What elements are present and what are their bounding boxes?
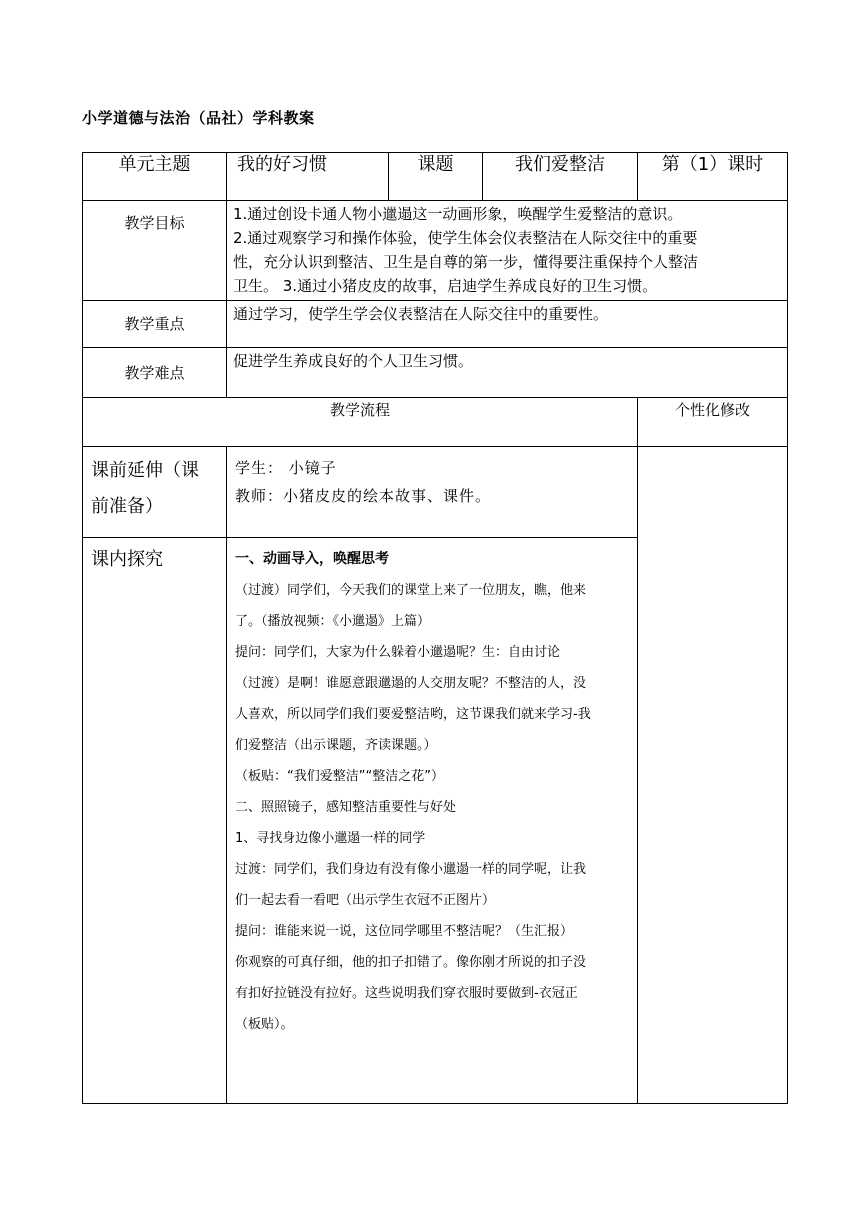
pre-class-label bbox=[83, 447, 227, 538]
in-class-line: 提问：同学们，大家为什么躲着小邋遢呢？生：自由讨论 bbox=[235, 645, 561, 660]
goals-label: 教学目标 bbox=[83, 201, 227, 301]
in-class-line: （过渡）同学们，今天我们的课堂上来了一位朋友，瞧，他来 bbox=[235, 583, 587, 598]
flow-header-row bbox=[83, 398, 788, 447]
difficulty-text: 促进学生养成良好的个人卫生习惯。 bbox=[227, 348, 788, 398]
in-class-line: 有扣好拉链没有拉好。这些说明我们穿衣服时要做到-衣冠正 bbox=[235, 986, 578, 1001]
in-class-line: 二、照照镜子，感知整洁重要性与好处 bbox=[235, 800, 457, 815]
period-label: 第（1）课时 bbox=[638, 153, 788, 201]
difficulty-row bbox=[83, 348, 788, 398]
document-title: 小学道德与法治（品社）学科教案 bbox=[82, 109, 315, 127]
in-class-text bbox=[227, 538, 638, 1104]
pre-class-row bbox=[83, 447, 788, 538]
key-text: 通过学习，使学生学会仪表整洁在人际交往中的重要性。 bbox=[227, 301, 788, 348]
pre-class-student: 学生： 小镜子 bbox=[235, 459, 337, 477]
in-class-line: （板贴）。 bbox=[235, 1017, 294, 1032]
topic-value: 我们爱整洁 bbox=[483, 153, 638, 201]
difficulty-label: 教学难点 bbox=[83, 348, 227, 398]
goals-line: 1.通过创设卡通人物小邋遢这一动画形象，唤醒学生爱整洁的意识。 bbox=[233, 205, 683, 223]
in-class-line: 提问：谁能来说一说，这位同学哪里不整洁呢？（生汇报） bbox=[235, 924, 574, 939]
in-class-line: 们一起去看一看吧（出示学生衣冠不正图片） bbox=[235, 893, 496, 908]
in-class-line: 了。（播放视频：《小邋遢》上篇） bbox=[235, 614, 431, 629]
lesson-plan-table bbox=[82, 152, 788, 1104]
goals-line: 性，充分认识到整洁、卫生是自尊的第一步，懂得要注重保持个人整洁 bbox=[233, 253, 699, 271]
header-row bbox=[83, 153, 788, 201]
flow-label: 教学流程 bbox=[83, 398, 638, 447]
unit-label: 单元主题 bbox=[83, 153, 227, 201]
in-class-line: 你观察的可真仔细，他的扣子扣错了。像你刚才所说的扣子没 bbox=[235, 955, 587, 970]
pre-class-teacher: 教师：小猪皮皮的绘本故事、课件。 bbox=[235, 487, 492, 505]
in-class-line: 人喜欢，所以同学们我们要爱整洁哟，这节课我们就来学习-我 bbox=[235, 707, 591, 722]
personal-label: 个性化修改 bbox=[638, 398, 788, 447]
pre-class-label-line: 前准备） bbox=[91, 496, 163, 517]
in-class-line: 们爱整洁（出示课题，齐读课题。） bbox=[235, 738, 437, 753]
key-label: 教学重点 bbox=[83, 301, 227, 348]
pre-class-text bbox=[227, 447, 638, 538]
in-class-heading: 一、动画导入，唤醒思考 bbox=[235, 551, 389, 567]
key-row bbox=[83, 301, 788, 348]
goals-line: 2.通过观察学习和操作体验，使学生体会仪表整洁在人际交往中的重要 bbox=[233, 229, 698, 247]
in-class-label: 课内探究 bbox=[83, 538, 227, 1104]
unit-value: 我的好习惯 bbox=[227, 153, 389, 201]
in-class-line: （过渡）是啊！谁愿意跟邋遢的人交朋友呢？不整洁的人，没 bbox=[235, 676, 587, 691]
goals-text bbox=[227, 201, 788, 301]
in-class-line: （板贴：“我们爱整洁”“整洁之花”） bbox=[235, 769, 444, 784]
in-class-line: 过渡：同学们，我们身边有没有像小邋遢一样的同学呢，让我 bbox=[235, 862, 587, 877]
goals-row bbox=[83, 201, 788, 301]
personal-notes-cell bbox=[638, 447, 788, 1104]
topic-label: 课题 bbox=[389, 153, 483, 201]
pre-class-label-line: 课前延伸（课 bbox=[91, 460, 199, 481]
goals-line: 卫生。 3.通过小猪皮皮的故事，启迪学生养成良好的卫生习惯。 bbox=[233, 277, 658, 295]
in-class-line: 1、寻找身边像小邋遢一样的同学 bbox=[235, 831, 426, 846]
